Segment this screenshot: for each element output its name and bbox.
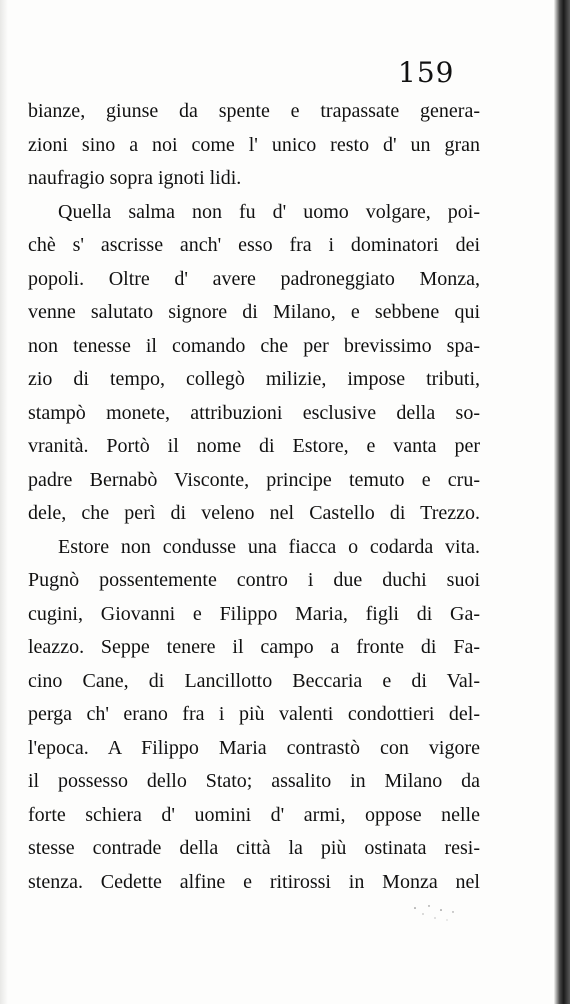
text-line: dele, che perì di veleno nel Castello di Trezzo. <box>28 502 480 524</box>
text-line: bianze, giunse da spente e trapassate genera- <box>28 100 480 122</box>
text-line: stampò monete, attribuzioni esclusive della so- <box>28 401 480 424</box>
text-line: chè s' ascrisse anch' esso fra i dominatori dei <box>28 234 480 256</box>
text-line: perga ch' erano fra i più valenti condottieri del- <box>28 703 480 725</box>
page-number: 159 <box>398 56 455 89</box>
text-line: padre Bernabò Visconte, principe temuto e cru- <box>28 468 480 491</box>
text-line: zioni sino a noi come l' unico resto d' un gran <box>28 133 480 156</box>
body-text <box>28 95 480 899</box>
text-line: Pugnò possentemente contro i due duchi suoi <box>28 569 480 591</box>
text-line: naufragio sopra ignoti lidi. <box>28 167 242 189</box>
text-line: popoli. Oltre d' avere padroneggiato Monza, <box>28 267 480 290</box>
text-line: zio di tempo, collegò milizie, impose tributi, <box>28 368 480 390</box>
paper-specks <box>405 900 465 930</box>
text-line: cino Cane, di Lancillotto Beccaria e di Val- <box>28 669 480 692</box>
text-line: forte schiera d' uomini d' armi, oppose nelle <box>28 803 480 826</box>
text-line: il possesso dello Stato; assalito in Milano da <box>28 770 480 792</box>
binding-shadow <box>554 0 570 1004</box>
text-line: leazzo. Seppe tenere il campo a fronte di Fa- <box>28 636 480 658</box>
text-line: vranità. Portò il nome di Estore, e vanta per <box>28 435 480 457</box>
text-line: stesse contrade della città la più ostinata resi- <box>28 837 480 859</box>
text-line: Quella salma non fu d' uomo volgare, poi- <box>58 200 480 223</box>
text-line: l'epoca. A Filippo Maria contrastò con vigore <box>28 736 480 759</box>
text-line: venne salutato signore di Milano, e sebbene qui <box>28 301 480 323</box>
text-line: non tenesse il comando che per brevissimo spa- <box>28 334 480 357</box>
page-left-edge <box>0 0 8 1004</box>
text-line: cugini, Giovanni e Filippo Maria, figli di Ga- <box>28 602 480 625</box>
text-line: stenza. Cedette alfine e ritirossi in Monza nel <box>28 870 480 893</box>
text-line: Estore non condusse una fiacca o codarda vita. <box>58 535 480 558</box>
